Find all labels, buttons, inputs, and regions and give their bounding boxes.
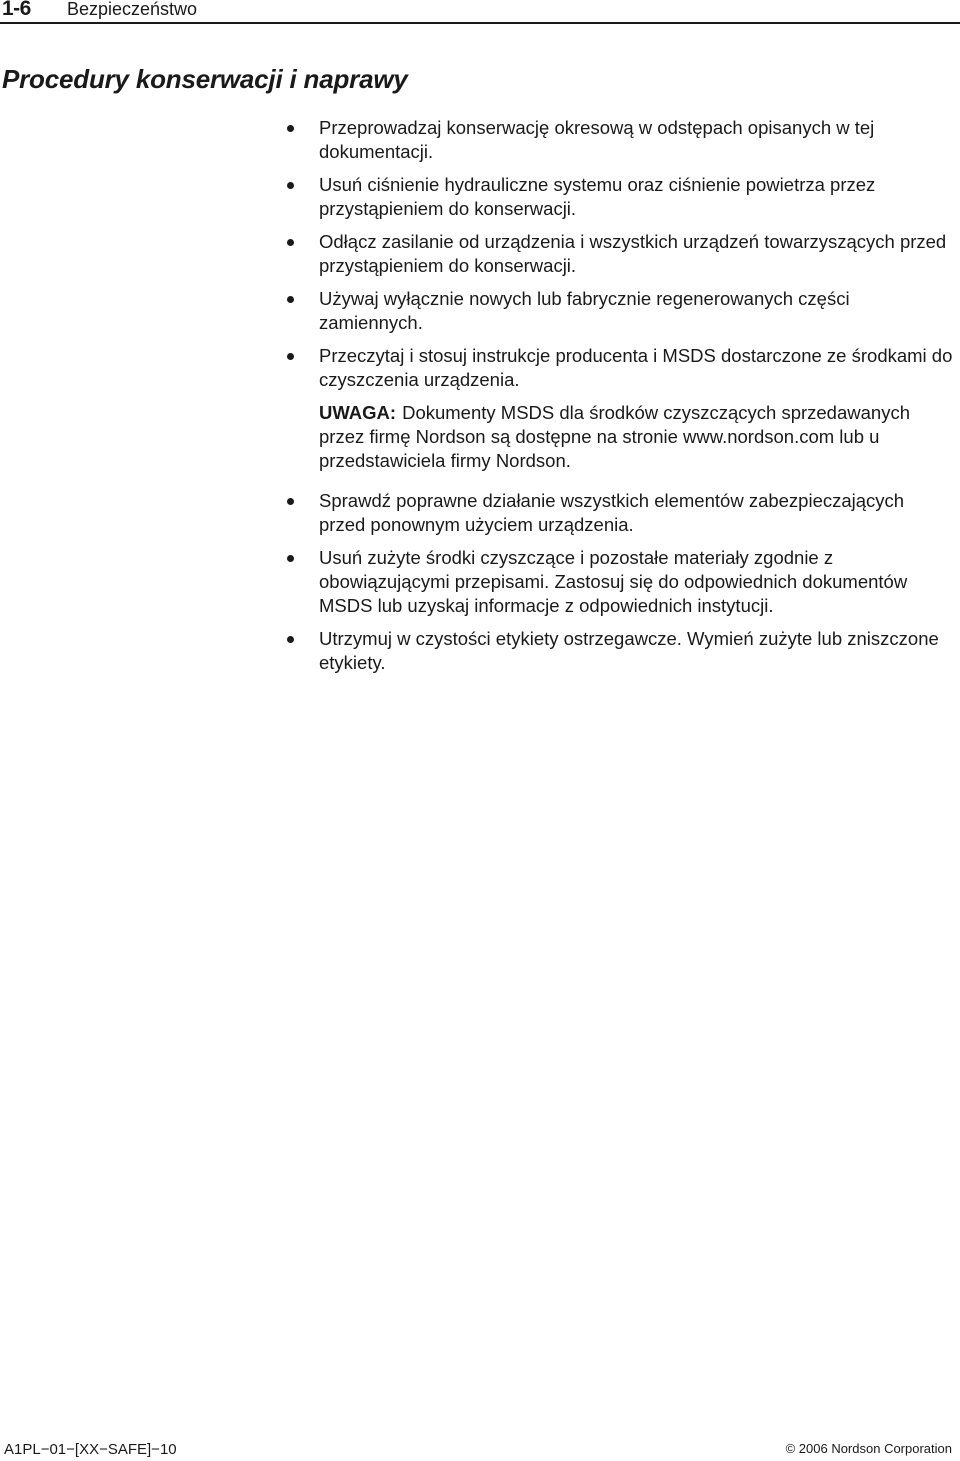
- list-item-text: Usuń zużyte środki czyszczące i pozostałe materiały zgodnie z obowiązującymi przepisami. Zastosuj się do odpowiednich dokumentów MSDS lub uzyskaj informacje z odpowiednich instytucji.: [319, 547, 908, 616]
- bullet-icon: [287, 182, 294, 189]
- list-item-text: Utrzymuj w czystości etykiety ostrzegawcze. Wymień zużyte lub zniszczone etykiety.: [319, 628, 939, 673]
- note-block: [319, 401, 954, 473]
- page-number: 1-6: [2, 0, 31, 20]
- note-label: UWAGA:: [319, 402, 397, 423]
- document-code: A1PL−01−[XX−SAFE]−10: [4, 1441, 177, 1458]
- list-item-text: Usuń ciśnienie hydrauliczne systemu oraz ciśnienie powietrza przez przystąpieniem do konserwacji.: [319, 174, 876, 219]
- bullet-icon: [287, 498, 294, 505]
- list-item-text: Przeprowadzaj konserwację okresową w odstępach opisanych w tej dokumentacji.: [319, 117, 875, 162]
- list-item: [319, 489, 954, 537]
- bullet-icon: [287, 353, 294, 360]
- list-item: [319, 173, 954, 221]
- bullet-icon: [287, 636, 294, 643]
- page-header: [0, 0, 960, 22]
- list-item-text: Odłącz zasilanie od urządzenia i wszystkich urządzeń towarzyszących przed przystąpieniem do konserwacji.: [319, 231, 947, 276]
- list-item-text: Sprawdź poprawne działanie wszystkich elementów zabezpieczających przed ponownym użyciem urządzenia.: [319, 490, 905, 535]
- section-name: Bezpieczeństwo: [67, 0, 198, 19]
- list-item: [319, 546, 954, 618]
- note-text: Dokumenty MSDS dla środków czyszczących sprzedawanych przez firmę Nordson są dostępne na stronie www.nordson.com lub u przedstawiciela firmy Nordson.: [319, 402, 910, 471]
- list-item: [319, 344, 954, 392]
- header-divider: [0, 22, 960, 24]
- list-item: [319, 627, 954, 675]
- list-item: [319, 116, 954, 164]
- bullet-icon: [287, 555, 294, 562]
- list-item-text: Używaj wyłącznie nowych lub fabrycznie regenerowanych części zamiennych.: [319, 288, 850, 333]
- copyright-notice: © 2006 Nordson Corporation: [785, 1441, 952, 1456]
- list-item: [319, 287, 954, 335]
- bullet-icon: [287, 239, 294, 246]
- bullet-icon: [287, 296, 294, 303]
- procedure-list: [319, 116, 954, 684]
- list-item: [319, 230, 954, 278]
- page-title: Procedury konserwacji i naprawy: [2, 64, 408, 94]
- bullet-icon: [287, 125, 294, 132]
- list-item-text: Przeczytaj i stosuj instrukcje producenta i MSDS dostarczone ze środkami do czyszczenia urządzenia.: [319, 345, 953, 390]
